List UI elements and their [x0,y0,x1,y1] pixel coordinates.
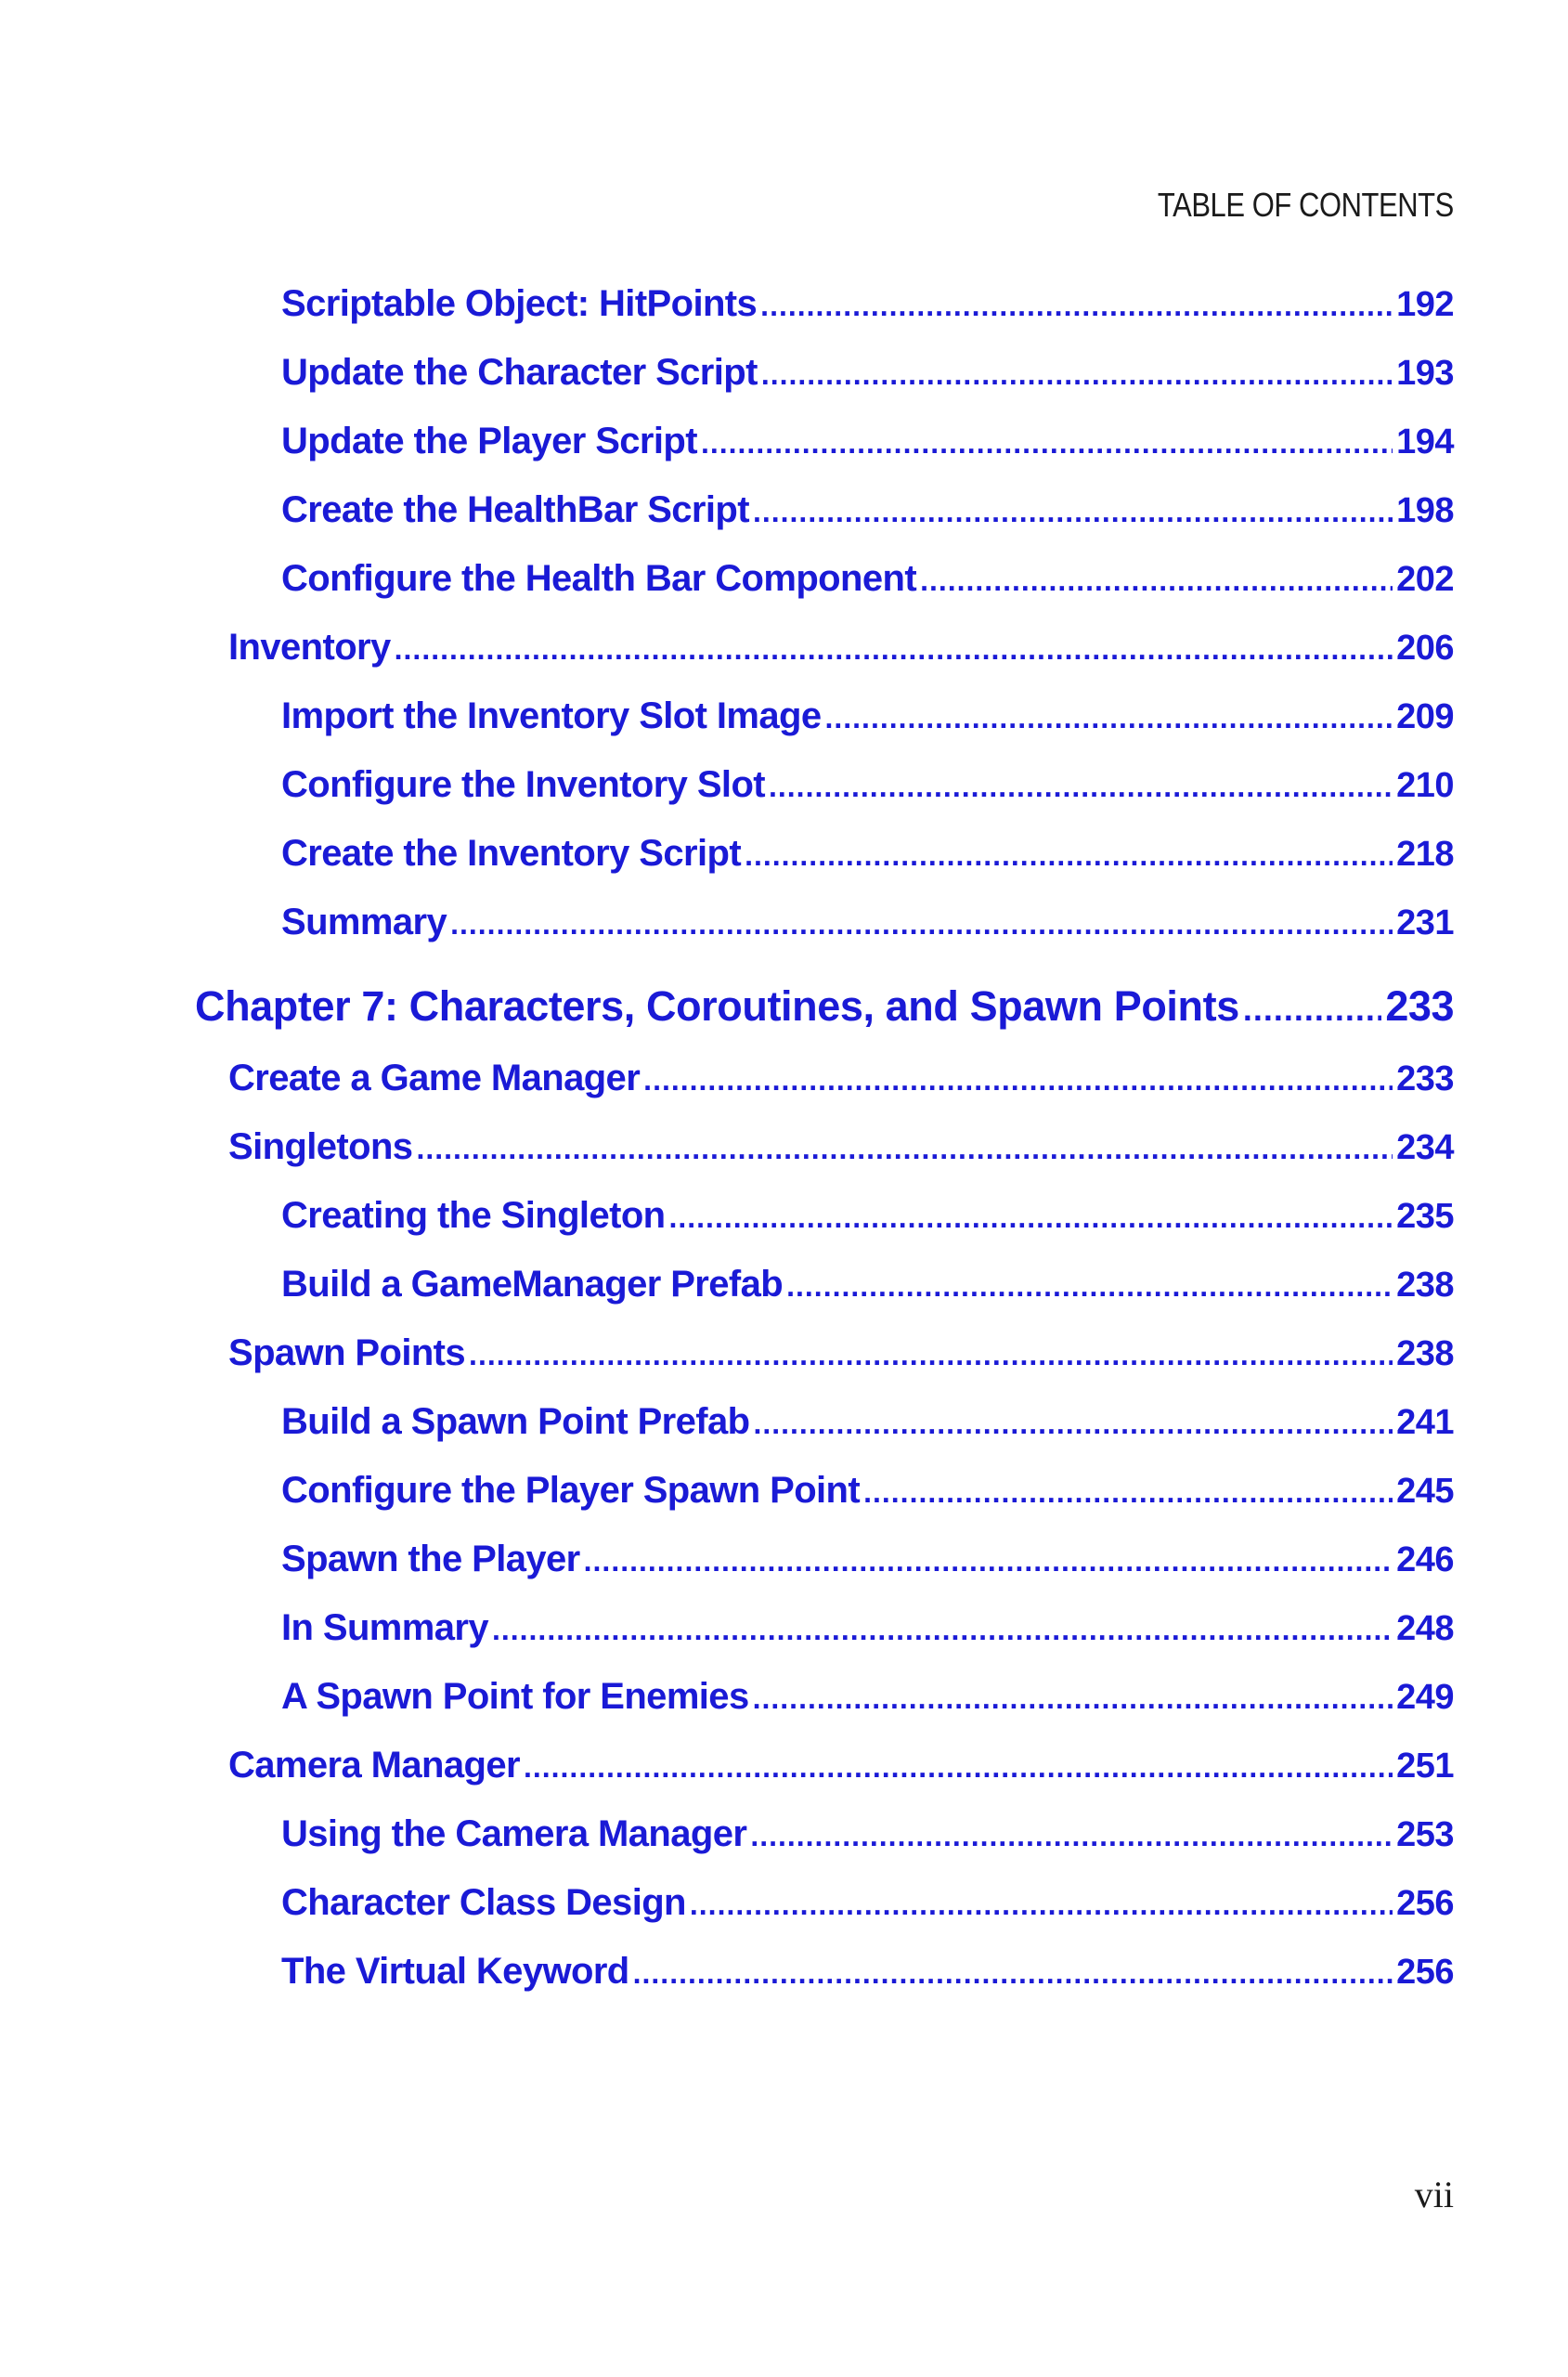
dot-leader [769,770,1393,804]
toc-entry-title: Configure the Health Bar Component [281,557,917,599]
toc-entry-title: Configure the Player Spawn Point [281,1469,861,1511]
toc-chapter-page: 233 [1385,982,1454,1030]
toc-entry-title: Inventory [228,626,391,668]
toc-entry-title: Scriptable Object: HitPoints [281,282,758,324]
toc-entry[interactable] [0,544,1568,613]
dot-leader [643,1063,1393,1098]
toc-entry-page: 256 [1396,1952,1454,1992]
toc-entry[interactable] [0,1112,1568,1181]
toc-entry-title: Creating the Singleton [281,1194,666,1236]
dot-leader [701,426,1393,461]
toc-entry-page: 234 [1396,1127,1454,1167]
toc-entry-page: 235 [1396,1196,1454,1236]
toc-entry-title: Update the Character Script [281,351,758,393]
dot-leader [469,1338,1393,1372]
dot-leader [920,564,1393,598]
toc-entry-title: Using the Camera Manager [281,1812,747,1854]
dot-leader [760,289,1393,323]
toc-entry-page: 233 [1396,1059,1454,1098]
toc-entry-title: Spawn Points [228,1331,466,1373]
dot-leader [690,1888,1393,1922]
toc-entry-title: Singletons [228,1125,413,1167]
dot-leader [753,495,1393,529]
toc-entry[interactable] [0,1456,1568,1525]
toc-entry[interactable] [0,682,1568,750]
toc-entry-title: Import the Inventory Slot Image [281,695,822,736]
toc-entry[interactable] [0,888,1568,956]
toc-entry-page: 231 [1396,903,1454,942]
toc-entry[interactable] [0,1799,1568,1868]
dot-leader [524,1750,1393,1785]
toc-entry-page: 193 [1396,353,1454,393]
toc-entry-title: Summary [281,901,447,942]
toc-entry[interactable] [0,613,1568,682]
toc-entry-title: Build a Spawn Point Prefab [281,1400,750,1442]
toc-entry[interactable] [0,1937,1568,2006]
toc-entry[interactable] [0,1181,1568,1250]
toc-entry-page: 253 [1396,1814,1454,1854]
dot-leader [584,1544,1393,1578]
toc-entry-page: 192 [1396,284,1454,324]
dot-leader [492,1613,1393,1647]
toc-chapter-title: Chapter 7: Characters, Coroutines, and Spawn Points [195,982,1239,1030]
dot-leader [761,357,1393,392]
page-number: vii [1414,2174,1454,2215]
dot-leader [753,1682,1393,1716]
toc-entry[interactable] [0,1868,1568,1937]
toc-entry-title: In Summary [281,1606,488,1648]
toc-entry-title: Build a GameManager Prefab [281,1263,784,1305]
dot-leader [750,1819,1393,1853]
toc-entry-page: 249 [1396,1677,1454,1717]
toc-entry[interactable] [0,407,1568,475]
toc-entry[interactable] [0,475,1568,544]
toc-entry[interactable] [0,338,1568,407]
toc-entry[interactable] [0,1525,1568,1593]
dot-leader [753,1407,1393,1441]
toc-entry[interactable] [0,819,1568,888]
toc-entry-title: Create a Game Manager [228,1057,641,1098]
dot-leader [1243,990,1382,1029]
dot-leader [824,701,1393,735]
toc-entry-title: Camera Manager [228,1744,520,1786]
table-of-contents [0,269,1568,2006]
dot-leader [786,1269,1393,1304]
toc-entry-title: Update the Player Script [281,420,697,461]
toc-entry-title: Create the Inventory Script [281,832,742,874]
toc-entry-page: 248 [1396,1608,1454,1648]
toc-entry-title: Configure the Inventory Slot [281,763,765,805]
toc-entry-page: 238 [1396,1265,1454,1305]
toc-entry-title: A Spawn Point for Enemies [281,1675,749,1717]
toc-entry[interactable] [0,1387,1568,1456]
toc-entry-page: 238 [1396,1333,1454,1373]
toc-entry-page: 246 [1396,1539,1454,1579]
toc-chapter-entry[interactable] [0,956,1568,1044]
toc-entry[interactable] [0,1044,1568,1112]
toc-entry-title: Character Class Design [281,1881,686,1923]
toc-entry[interactable] [0,1318,1568,1387]
toc-entry[interactable] [0,1662,1568,1731]
toc-entry[interactable] [0,750,1568,819]
dot-leader [863,1475,1393,1510]
toc-entry-page: 210 [1396,765,1454,805]
toc-entry-page: 256 [1396,1883,1454,1923]
toc-entry-title: Create the HealthBar Script [281,488,749,530]
toc-entry-title: Spawn the Player [281,1538,580,1579]
dot-leader [633,1956,1393,1991]
dot-leader [450,907,1393,942]
dot-leader [745,838,1393,873]
dot-leader [416,1132,1393,1166]
toc-entry-page: 206 [1396,628,1454,668]
toc-entry[interactable] [0,1731,1568,1799]
toc-entry-page: 218 [1396,834,1454,874]
toc-entry-page: 251 [1396,1746,1454,1786]
toc-entry-page: 202 [1396,559,1454,599]
toc-entry-page: 209 [1396,696,1454,736]
toc-entry[interactable] [0,1250,1568,1318]
toc-entry[interactable] [0,1593,1568,1662]
toc-entry-title: The Virtual Keyword [281,1950,629,1992]
toc-entry-page: 241 [1396,1402,1454,1442]
toc-entry[interactable] [0,269,1568,338]
running-head: TABLE OF CONTENTS [1158,186,1454,224]
toc-entry-page: 194 [1396,422,1454,461]
dot-leader [395,632,1393,667]
dot-leader [668,1201,1393,1235]
toc-entry-page: 198 [1396,490,1454,530]
toc-entry-page: 245 [1396,1471,1454,1511]
